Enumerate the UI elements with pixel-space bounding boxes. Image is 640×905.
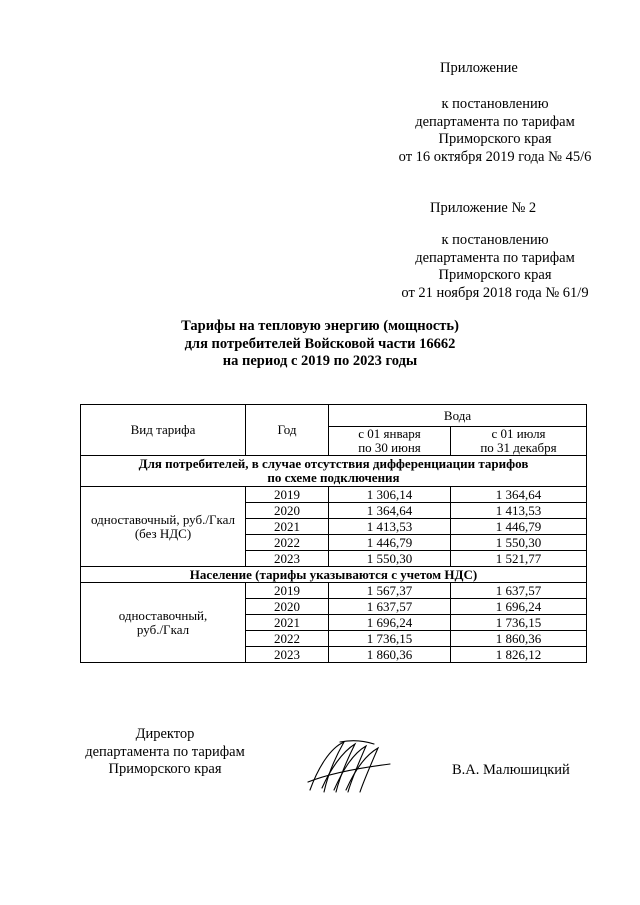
appendix-resolution-reference xyxy=(380,96,610,166)
cell-h2: 1 550,30 xyxy=(451,535,587,551)
signatory-name: В.А. Малюшицкий xyxy=(452,762,570,778)
tariff-label-line: (без НДС) xyxy=(134,525,192,541)
position-line: Приморского края xyxy=(108,761,222,777)
position-line: департамента по тарифам xyxy=(85,743,245,760)
section-header-row xyxy=(81,456,587,487)
table-header-row xyxy=(81,405,587,427)
cell-h1: 1 637,57 xyxy=(329,599,451,615)
document-title xyxy=(140,318,500,371)
cell-h1: 1 860,36 xyxy=(329,647,451,663)
cell-year: 2020 xyxy=(246,599,329,615)
cell-year: 2023 xyxy=(246,551,329,567)
cell-year: 2023 xyxy=(246,647,329,663)
resolution-line: от 16 октября 2019 года № 45/6 xyxy=(398,148,592,165)
cell-h1: 1 413,53 xyxy=(329,519,451,535)
signatory-position xyxy=(70,726,260,779)
cell-h1: 1 364,64 xyxy=(329,503,451,519)
period-line: по 31 декабря xyxy=(480,440,557,455)
title-line: для потребителей Войсковой части 16662 xyxy=(184,335,456,352)
cell-year: 2019 xyxy=(246,487,329,503)
header-water: Вода xyxy=(329,405,587,427)
table-row xyxy=(81,487,587,503)
tariff-table xyxy=(80,404,587,663)
header-tariff-type: Вид тарифа xyxy=(81,405,246,456)
resolution-line: департамента по тарифам xyxy=(415,113,575,130)
resolution-line: департамента по тарифам xyxy=(415,249,575,266)
period-line: с 01 июля xyxy=(491,426,546,441)
section-title: Население (тарифы указываются с учетом НДС) xyxy=(81,567,587,583)
header-year: Год xyxy=(246,405,329,456)
tariff-label xyxy=(81,487,246,567)
resolution-line: к постановлению xyxy=(441,96,549,112)
appendix-2-title: Приложение № 2 xyxy=(430,200,537,216)
section-title xyxy=(81,456,587,487)
cell-year: 2022 xyxy=(246,535,329,551)
resolution-line: от 21 ноября 2018 года № 61/9 xyxy=(401,284,589,301)
title-line: на период с 2019 по 2023 годы xyxy=(222,353,418,369)
cell-h2: 1 696,24 xyxy=(451,599,587,615)
cell-h2: 1 736,15 xyxy=(451,615,587,631)
cell-h1: 1 550,30 xyxy=(329,551,451,567)
appendix-2-resolution-reference xyxy=(380,232,610,302)
cell-year: 2022 xyxy=(246,631,329,647)
resolution-line: к постановлению xyxy=(441,232,549,248)
cell-h1: 1 567,37 xyxy=(329,583,451,599)
cell-h1: 1 696,24 xyxy=(329,615,451,631)
cell-year: 2020 xyxy=(246,503,329,519)
section-header-row xyxy=(81,567,587,583)
cell-h1: 1 446,79 xyxy=(329,535,451,551)
cell-year: 2021 xyxy=(246,615,329,631)
tariff-label-line: одноставочный, xyxy=(118,607,208,623)
cell-h2: 1 446,79 xyxy=(451,519,587,535)
position-line: Директор xyxy=(135,726,195,742)
cell-h2: 1 364,64 xyxy=(451,487,587,503)
cell-h2: 1 413,53 xyxy=(451,503,587,519)
appendix-title: Приложение xyxy=(440,60,518,76)
cell-h1: 1 306,14 xyxy=(329,487,451,503)
cell-h1: 1 736,15 xyxy=(329,631,451,647)
section-title-line: по схеме подключения xyxy=(267,470,400,485)
header-period-first-half xyxy=(329,427,451,456)
header-period-second-half xyxy=(451,427,587,456)
tariff-label-line: одноставочный, руб./Гкал xyxy=(91,511,235,527)
tariff-label-line: руб./Гкал xyxy=(136,621,190,637)
table-row xyxy=(81,583,587,599)
period-line: по 30 июня xyxy=(358,440,421,455)
resolution-line: Приморского края xyxy=(438,267,552,283)
period-line: с 01 января xyxy=(358,426,421,441)
resolution-line: Приморского края xyxy=(438,131,552,147)
cell-year: 2021 xyxy=(246,519,329,535)
cell-h2: 1 860,36 xyxy=(451,631,587,647)
cell-h2: 1 826,12 xyxy=(451,647,587,663)
handwritten-signature xyxy=(300,738,395,798)
title-line: Тарифы на тепловую энергию (мощность) xyxy=(181,318,459,334)
cell-year: 2019 xyxy=(246,583,329,599)
cell-h2: 1 637,57 xyxy=(451,583,587,599)
section-title-line: Для потребителей, в случае отсутствия дифференциации тарифов xyxy=(138,456,529,471)
tariff-label xyxy=(81,583,246,663)
cell-h2: 1 521,77 xyxy=(451,551,587,567)
